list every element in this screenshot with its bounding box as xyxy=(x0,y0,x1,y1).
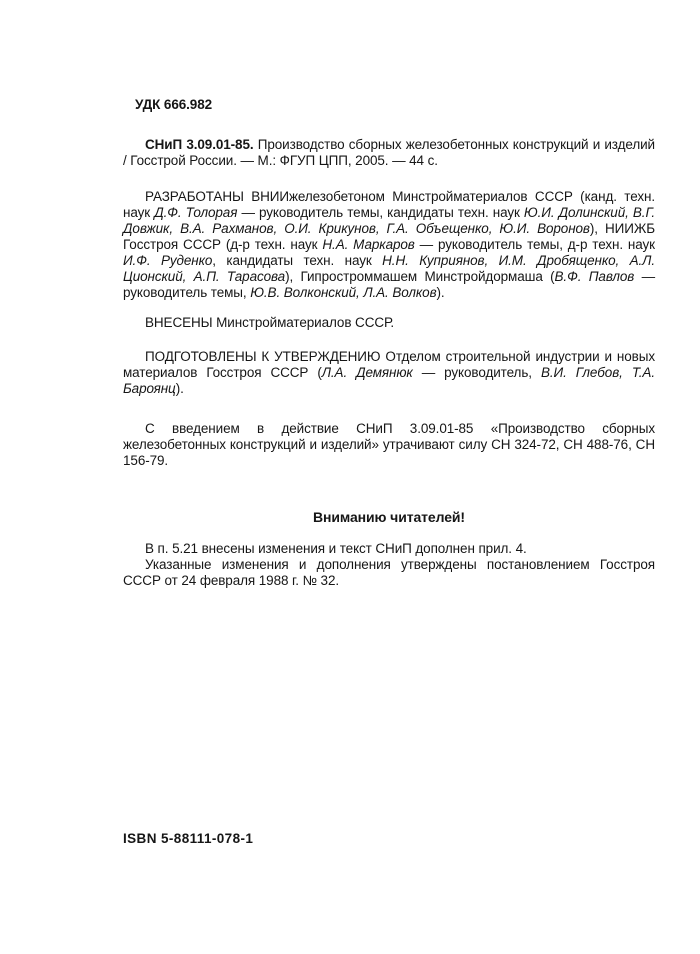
document-body xyxy=(123,97,655,847)
supersedes-paragraph-run: С введением в действие СНиП 3.09.01-85 «Производство сборных железобетонных конструкций и изделий» утрачивают силу СН 324-72, СН 488-76, СН 156-79. xyxy=(123,421,655,468)
prepared-by-paragraph-run: В.И. Глебов, Т.А. Бароянц xyxy=(123,365,655,396)
developed-by-paragraph-run: ), Гипростроммашем Минстройдормаша ( xyxy=(285,269,555,284)
prepared-by-paragraph-run: ). xyxy=(175,381,184,396)
developed-by-paragraph-run: ), НИИЖБ Госстроя СССР (д-р техн. наук xyxy=(123,221,656,252)
isbn-line xyxy=(123,831,655,847)
bibliographic-record-run: СНиП 3.09.01-85. xyxy=(145,137,254,152)
developed-by-paragraph xyxy=(123,189,655,301)
developed-by-paragraph-run: — руководитель темы, д-р техн. наук xyxy=(414,237,655,252)
bibliographic-record-run: Производство сборных железобетонных конструкций и изделий / Госстрой России. — М.: ФГУП ЦПП, 2005. — 44 с. xyxy=(123,137,655,168)
submitted-by-line xyxy=(123,315,655,331)
developed-by-paragraph-run: ). xyxy=(436,285,445,300)
developed-by-paragraph-run: И.Ф. Руденко xyxy=(123,253,213,268)
developed-by-paragraph-run: , кандидаты техн. наук xyxy=(212,253,383,268)
developed-by-paragraph-run: Н.Н. Куприянов, И.М. Дробященко, А.Л. Ционский, А.П. Тарасова xyxy=(123,253,655,284)
developed-by-paragraph-run: Д.Ф. Толорая xyxy=(154,205,238,220)
developed-by-paragraph-run: В.Ф. Павлов xyxy=(554,269,635,284)
developed-by-paragraph-run: Ю.В. Волконский, Л.А. Волков xyxy=(250,285,437,300)
developed-by-paragraph-run: Ю.И. Долинский, В.Г. Довжик, В.А. Рахманов, О.И. Крикунов, Г.А. Объещенко, Ю.И. Воронов xyxy=(123,205,655,236)
supersedes-paragraph xyxy=(123,421,655,469)
isbn-line-run: ISBN 5-88111-078-1 xyxy=(123,831,254,846)
readers-notice-heading xyxy=(123,509,655,525)
developed-by-paragraph-run: — руководитель темы, кандидаты техн. наук xyxy=(237,205,524,220)
prepared-by-paragraph xyxy=(123,349,655,397)
prepared-by-paragraph-run: — руководитель, xyxy=(412,365,541,380)
submitted-by-line-run: ВНЕСЕНЫ Минстройматериалов СССР. xyxy=(145,315,394,330)
approval-paragraph-run: Указанные изменения и дополнения утверждены постановлением Госстроя СССР от 24 февраля 1988 г. № 32. xyxy=(123,557,655,588)
amendment-line xyxy=(123,541,655,557)
developed-by-paragraph-run: Н.А. Маркаров xyxy=(322,237,415,252)
udc-line-run: УДК 666.982 xyxy=(135,97,213,112)
approval-paragraph xyxy=(123,557,655,589)
prepared-by-paragraph-run: Л.А. Демянюк xyxy=(321,365,413,380)
udc-line xyxy=(123,97,655,113)
bibliographic-record xyxy=(123,137,655,169)
readers-notice-heading-run: Вниманию читателей! xyxy=(313,509,465,525)
amendment-line-run: В п. 5.21 внесены изменения и текст СНиП дополнен прил. 4. xyxy=(145,541,527,556)
prepared-by-paragraph-run: ПОДГОТОВЛЕНЫ К УТВЕРЖДЕНИЮ Отделом строительной индустрии и новых материалов Госстроя СССР ( xyxy=(123,349,655,380)
developed-by-paragraph-run: — руководитель темы, xyxy=(123,269,655,300)
developed-by-paragraph-run: РАЗРАБОТАНЫ ВНИИжелезобетоном Минстройматериалов СССР (канд. техн. наук xyxy=(123,189,655,220)
